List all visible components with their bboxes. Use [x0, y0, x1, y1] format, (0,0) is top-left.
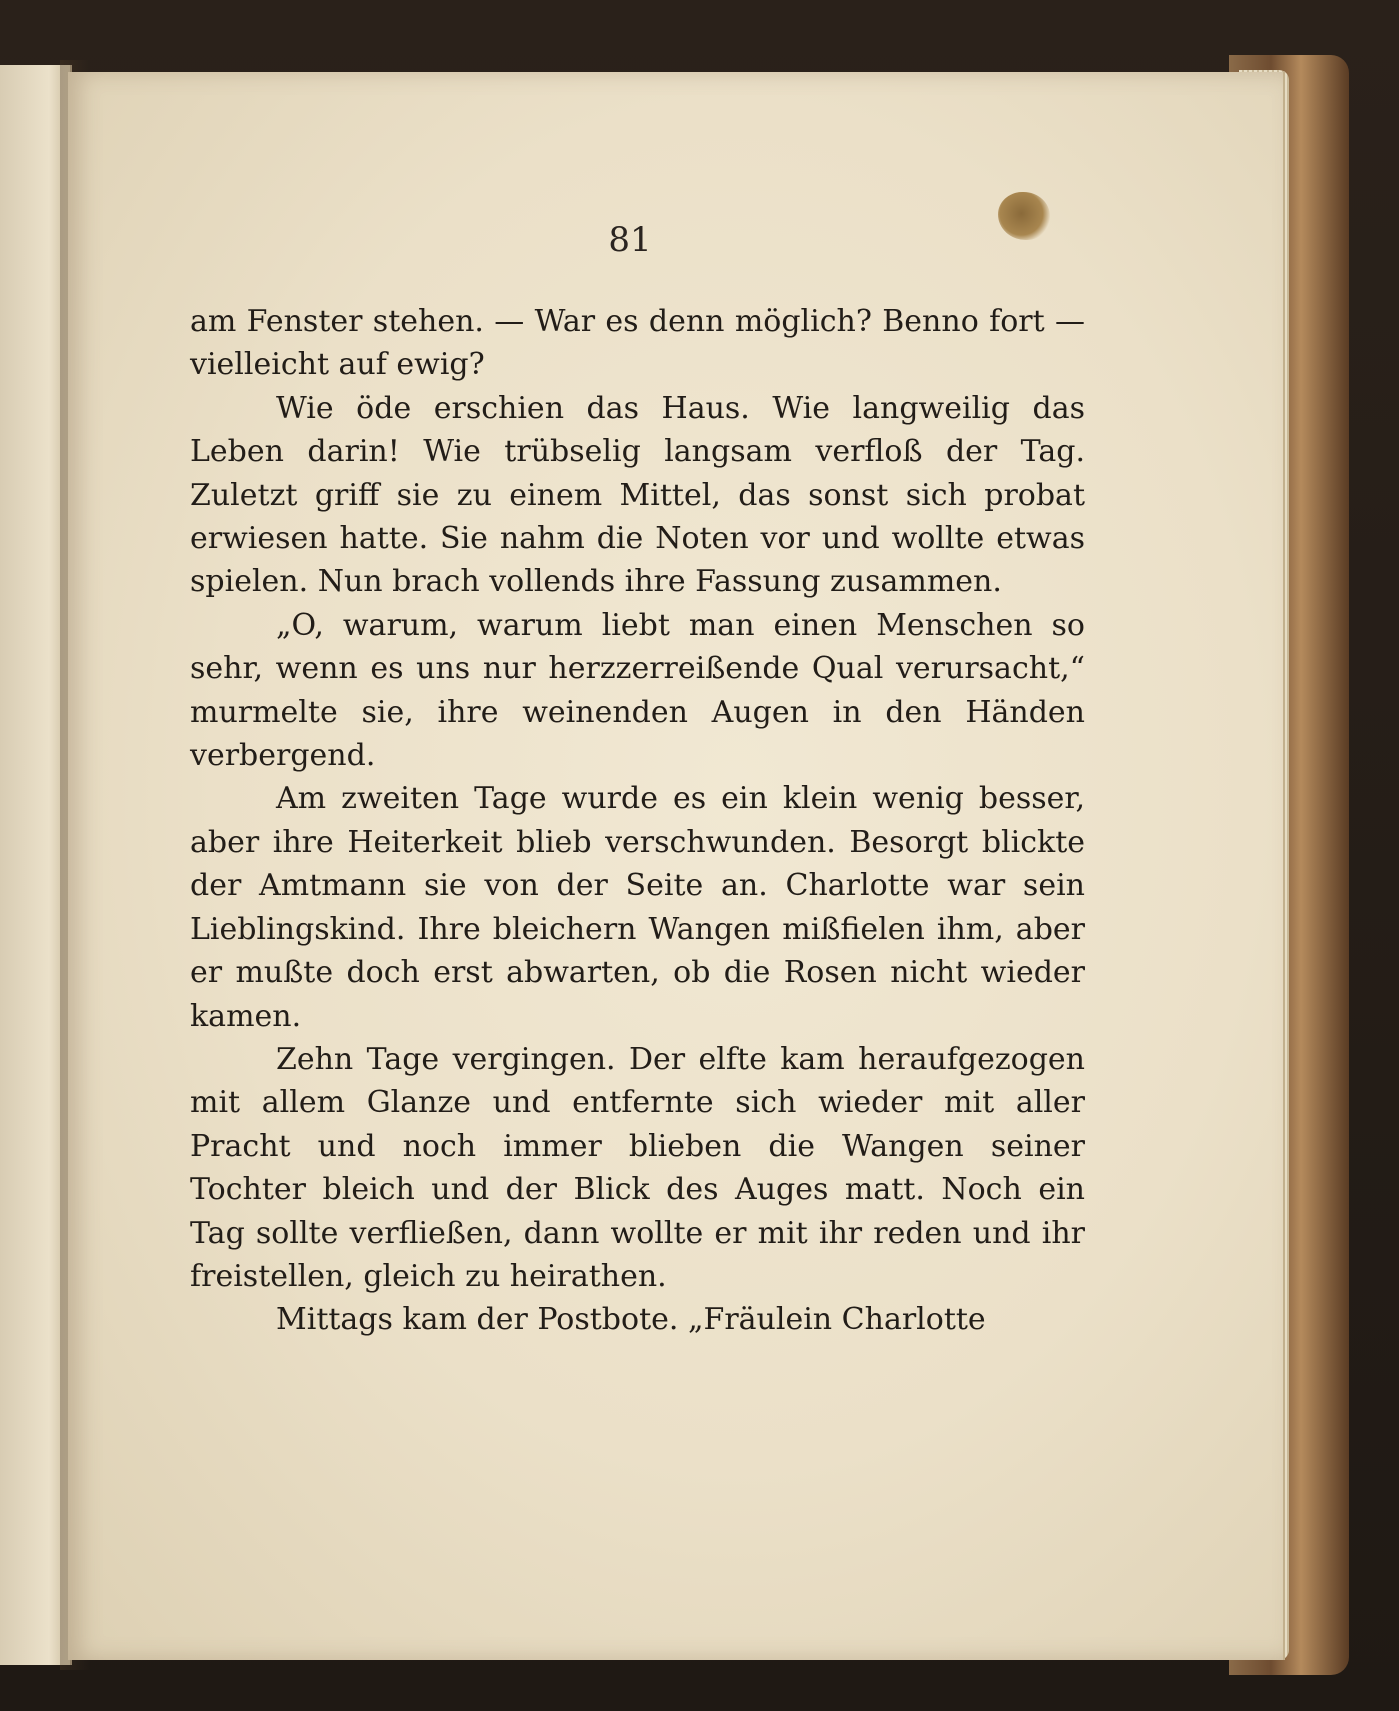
paragraph: Wie öde erschien das Haus. Wie langweilig das Leben darin! Wie trübselig langsam verfloß der Tag. Zuletzt griff sie zu einem Mittel, das sonst sich probat erwiesen hatte. Sie nahm die Noten vor und wollte etwas spielen. Nun brach vollends ihre Fassung zusammen.: [190, 390, 1085, 600]
paragraph: „O, warum, warum liebt man einen Menschen so sehr, wenn es uns nur herzzerreißende Qual verursacht,“ murmelte sie, ihre weinenden Augen in den Händen verbergend.: [190, 607, 1085, 774]
paper-stain: [998, 192, 1050, 240]
paragraph: Am zweiten Tage wurde es ein klein wenig besser, aber ihre Heiterkeit blieb verschwunden. Besorgt blickte der Amtmann sie von der Seite an. Charlotte war sein Lieblingskind. Ihre bleichern Wangen mißfielen ihm, aber er mußte doch erst abwarten, ob die Rosen nicht wieder kamen.: [190, 781, 1085, 1034]
page-body-text: [190, 300, 1085, 1342]
paragraph: am Fenster stehen. — War es denn möglich? Benno fort — vielleicht auf ewig?: [190, 304, 1085, 383]
paragraph: Zehn Tage vergingen. Der elfte kam heraufgezogen mit allem Glanze und entfernte sich wieder mit aller Pracht und noch immer blieben die Wangen seiner Tochter bleich und der Blick des Auges matt. Noch ein Tag sollte verfließen, dann wollte er mit ihr reden und ihr freistellen, gleich zu heirathen.: [190, 1041, 1085, 1294]
paragraph: Mittags kam der Postbote. „Fräulein Charlotte: [276, 1302, 986, 1338]
page-number: 81: [608, 220, 652, 260]
